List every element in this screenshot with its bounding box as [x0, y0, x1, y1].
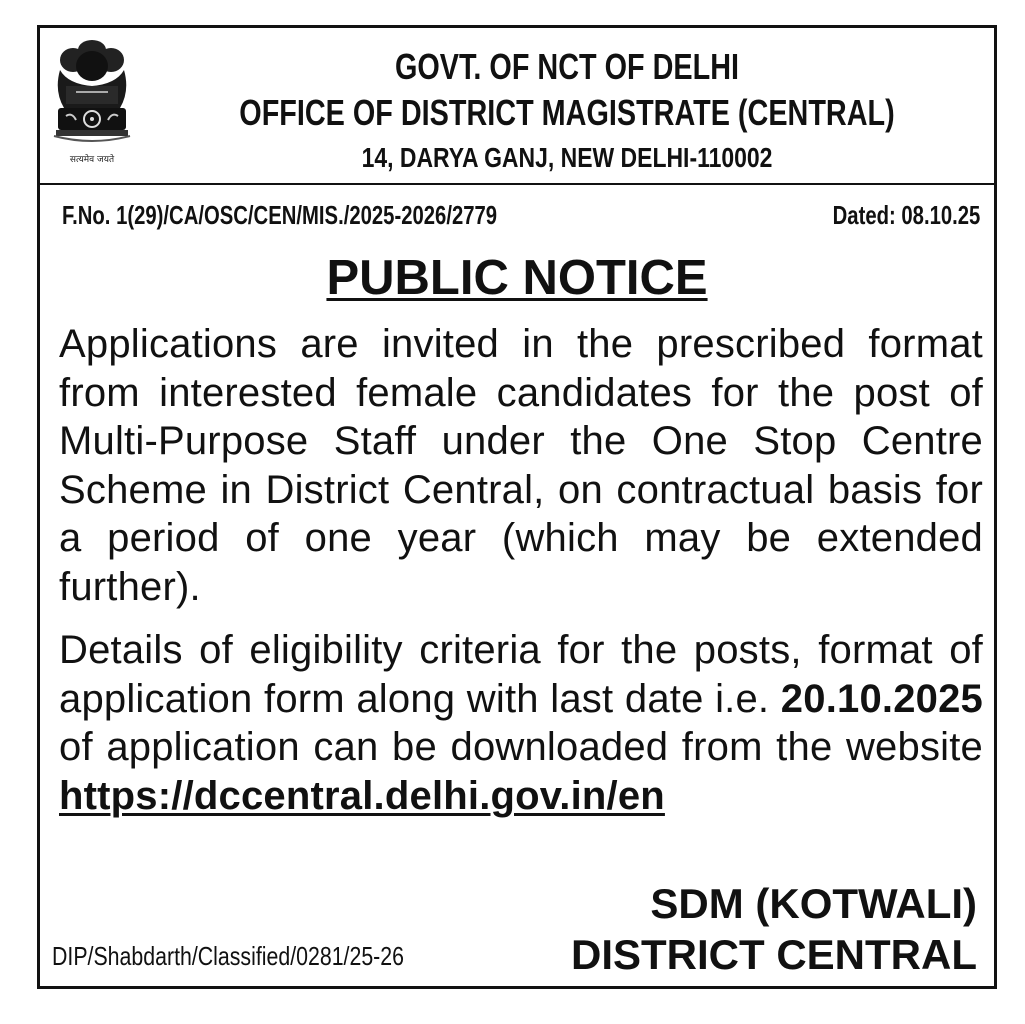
signatory-title: SDM (KOTWALI) — [650, 880, 977, 927]
signatory-district: DISTRICT CENTRAL — [571, 931, 977, 978]
notice-header — [40, 28, 994, 185]
state-emblem-icon — [46, 36, 138, 168]
public-notice-box — [37, 25, 997, 989]
notice-title-text: PUBLIC NOTICE — [326, 251, 708, 305]
govt-name: GOVT. OF NCT OF DELHI — [395, 46, 739, 87]
notice-date: Dated: 08.10.25 — [832, 200, 980, 230]
emblem-graphic — [46, 36, 138, 152]
classified-code: DIP/Shabdarth/Classified/0281/25-26 — [52, 941, 405, 971]
emblem-motto: सत्यमेव जयते — [69, 155, 115, 165]
notice-paragraph-1: Applications are invited in the prescribed format from interested female candidates for the post of Multi-Purpose Staff under the One Stop Centre Scheme in District Central, on contractual basis for a period of one year (which may be extended further). — [59, 322, 983, 609]
paragraph-2-text-b: of application can be downloaded from the website — [59, 725, 983, 769]
last-date: 20.10.2025 — [780, 676, 983, 721]
office-address: 14, DARYA GANJ, NEW DELHI-110002 — [361, 142, 773, 173]
website-link[interactable]: https://dccentral.delhi.gov.in/en — [59, 773, 665, 818]
office-name: OFFICE OF DISTRICT MAGISTRATE (CENTRAL) — [239, 92, 895, 133]
paragraph-2-text-a: Details of eligibility criteria for the posts, format of application form along with last date i.e. — [59, 628, 983, 721]
notice-title — [40, 250, 994, 306]
notice-paragraph-2 — [59, 626, 983, 820]
file-number: F.No. 1(29)/CA/OSC/CEN/MIS./2025-2026/2779 — [62, 200, 498, 230]
